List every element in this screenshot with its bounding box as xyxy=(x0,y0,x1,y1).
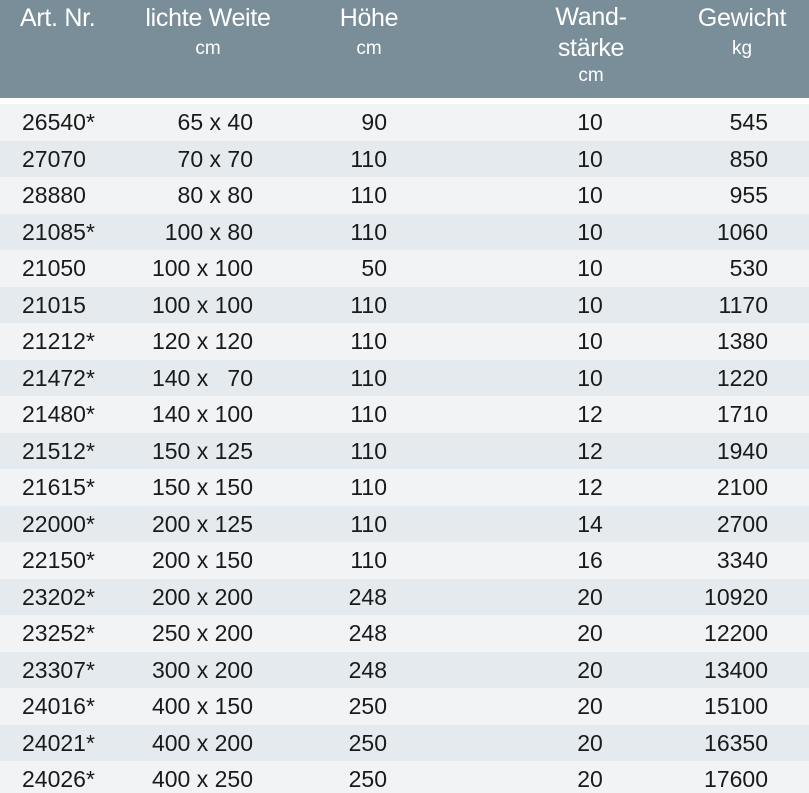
cell-lichte-weite: 400 x 250 xyxy=(151,766,253,792)
table-row xyxy=(0,469,809,506)
table-row xyxy=(0,177,809,214)
cell-hoehe: 110 xyxy=(350,182,387,208)
cell-wandstaerke: 10 xyxy=(577,364,603,391)
cell-hoehe: 110 xyxy=(350,437,387,464)
cell-gewicht: 1940 xyxy=(716,437,768,464)
header-wand-label-line1: Wand- xyxy=(555,3,627,31)
header-hoehe-unit: cm xyxy=(356,38,382,59)
cell-gewicht: 3340 xyxy=(716,547,768,573)
cell-gewicht: 2700 xyxy=(716,510,768,537)
table-row xyxy=(0,396,809,433)
table-row xyxy=(0,433,809,470)
cell-lichte-weite: 150 x 125 xyxy=(151,437,253,464)
cell-gewicht: 1170 xyxy=(718,291,768,318)
cell-art-nr: 21472* xyxy=(22,364,95,391)
cell-hoehe: 110 xyxy=(350,145,387,172)
cell-art-nr: 23252* xyxy=(22,620,95,646)
table-row xyxy=(0,688,809,725)
table-row xyxy=(0,761,809,793)
cell-wandstaerke: 14 xyxy=(577,510,603,537)
cell-wandstaerke: 20 xyxy=(577,693,603,719)
cell-gewicht: 10920 xyxy=(704,583,768,610)
cell-art-nr: 22150* xyxy=(22,547,95,573)
cell-gewicht: 1060 xyxy=(716,218,768,245)
cell-wandstaerke: 10 xyxy=(577,218,603,245)
cell-lichte-weite: 70 x 70 xyxy=(177,145,253,172)
cell-gewicht: 1220 xyxy=(716,364,768,391)
cell-lichte-weite: 200 x 200 xyxy=(151,583,253,610)
cell-art-nr: 21512* xyxy=(22,437,95,464)
column-header-gewicht xyxy=(690,0,794,61)
cell-art-nr: 27070 xyxy=(22,145,86,172)
cell-hoehe: 110 xyxy=(350,291,387,318)
table-row xyxy=(0,506,809,543)
cell-wandstaerke: 20 xyxy=(577,656,603,683)
cell-lichte-weite: 200 x 125 xyxy=(151,510,253,537)
cell-gewicht: 545 xyxy=(729,109,768,135)
column-header-wandstaerke xyxy=(548,0,634,88)
cell-wandstaerke: 10 xyxy=(577,291,603,318)
cell-lichte-weite: 400 x 150 xyxy=(151,693,253,719)
cell-art-nr: 21050 xyxy=(22,255,86,281)
table-row xyxy=(0,323,809,360)
table-row xyxy=(0,141,809,178)
table-row xyxy=(0,652,809,689)
table-row xyxy=(0,287,809,324)
column-header-art-nr xyxy=(20,0,110,35)
cell-hoehe: 248 xyxy=(348,656,387,683)
cell-lichte-weite: 100 x 80 xyxy=(164,218,253,245)
cell-wandstaerke: 10 xyxy=(577,182,603,208)
cell-wandstaerke: 20 xyxy=(577,583,603,610)
header-gewicht-unit: kg xyxy=(731,38,753,59)
cell-gewicht: 13400 xyxy=(704,656,768,683)
cell-art-nr: 22000* xyxy=(22,510,95,537)
cell-lichte-weite: 120 x 120 xyxy=(151,328,253,354)
cell-wandstaerke: 20 xyxy=(577,766,603,792)
header-weite-unit: cm xyxy=(195,38,221,59)
cell-gewicht: 15100 xyxy=(704,693,768,719)
cell-gewicht: 530 xyxy=(729,255,768,281)
table-row xyxy=(0,579,809,616)
cell-hoehe: 50 xyxy=(361,255,387,281)
cell-gewicht: 17600 xyxy=(704,766,768,792)
cell-art-nr: 21480* xyxy=(22,401,95,427)
cell-hoehe: 110 xyxy=(350,328,387,354)
cell-art-nr: 23202* xyxy=(22,583,95,610)
table-row xyxy=(0,104,809,141)
cell-hoehe: 248 xyxy=(348,583,387,610)
cell-wandstaerke: 10 xyxy=(577,145,603,172)
cell-hoehe: 110 xyxy=(350,401,387,427)
cell-gewicht: 16350 xyxy=(704,729,768,756)
cell-wandstaerke: 16 xyxy=(577,547,603,573)
cell-wandstaerke: 12 xyxy=(577,474,603,500)
table-body xyxy=(0,104,809,793)
cell-wandstaerke: 10 xyxy=(577,255,603,281)
cell-gewicht: 850 xyxy=(729,145,768,172)
header-wand-label-line2: stärke xyxy=(557,34,625,62)
cell-hoehe: 250 xyxy=(348,766,387,792)
cell-art-nr: 23307* xyxy=(22,656,95,683)
cell-wandstaerke: 12 xyxy=(577,401,603,427)
cell-wandstaerke: 12 xyxy=(577,437,603,464)
table-row xyxy=(0,360,809,397)
cell-art-nr: 21615* xyxy=(22,474,95,500)
cell-art-nr: 24021* xyxy=(22,729,95,756)
column-header-hoehe xyxy=(332,0,406,61)
cell-gewicht: 955 xyxy=(729,182,768,208)
cell-lichte-weite: 150 x 150 xyxy=(151,474,253,500)
cell-lichte-weite: 80 x 80 xyxy=(177,182,253,208)
header-hoehe-label: Höhe xyxy=(339,4,399,32)
cell-hoehe: 110 xyxy=(350,547,387,573)
cell-lichte-weite: 100 x 100 xyxy=(151,291,253,318)
cell-lichte-weite: 300 x 200 xyxy=(151,656,253,683)
cell-hoehe: 110 xyxy=(350,510,387,537)
table-header xyxy=(0,0,809,98)
cell-wandstaerke: 20 xyxy=(577,729,603,756)
header-weite-label: lichte Weite xyxy=(145,4,271,32)
cell-lichte-weite: 400 x 200 xyxy=(151,729,253,756)
cell-art-nr: 21015 xyxy=(22,291,86,318)
cell-hoehe: 248 xyxy=(348,620,387,646)
cell-wandstaerke: 20 xyxy=(577,620,603,646)
table-row xyxy=(0,725,809,762)
cell-art-nr: 21085* xyxy=(22,218,95,245)
cell-gewicht: 2100 xyxy=(716,474,768,500)
cell-lichte-weite: 65 x 40 xyxy=(177,109,253,135)
cell-art-nr: 24026* xyxy=(22,766,95,792)
cell-art-nr: 26540* xyxy=(22,109,95,135)
cell-art-nr: 28880 xyxy=(22,182,86,208)
cell-lichte-weite: 140 x 100 xyxy=(151,401,253,427)
table-row xyxy=(0,542,809,579)
cell-lichte-weite: 250 x 200 xyxy=(151,620,253,646)
cell-wandstaerke: 10 xyxy=(577,109,603,135)
header-art-nr-label: Art. Nr. xyxy=(20,4,96,32)
cell-lichte-weite: 140 x 70 xyxy=(151,364,253,391)
cell-gewicht: 1710 xyxy=(716,401,768,427)
cell-lichte-weite: 100 x 100 xyxy=(151,255,253,281)
cell-hoehe: 110 xyxy=(350,364,387,391)
cell-art-nr: 21212* xyxy=(22,328,95,354)
cell-hoehe: 110 xyxy=(350,218,387,245)
cell-gewicht: 12200 xyxy=(704,620,768,646)
cell-hoehe: 250 xyxy=(348,693,387,719)
cell-hoehe: 250 xyxy=(348,729,387,756)
cell-lichte-weite: 200 x 150 xyxy=(151,547,253,573)
table-row xyxy=(0,615,809,652)
header-gewicht-label: Gewicht xyxy=(697,4,787,32)
table-row xyxy=(0,250,809,287)
column-header-lichte-weite xyxy=(138,0,278,61)
cell-gewicht: 1380 xyxy=(716,328,768,354)
cell-hoehe: 110 xyxy=(350,474,387,500)
cell-wandstaerke: 10 xyxy=(577,328,603,354)
cell-art-nr: 24016* xyxy=(22,693,95,719)
cell-hoehe: 90 xyxy=(361,109,387,135)
header-wand-unit: cm xyxy=(578,65,604,86)
table-row xyxy=(0,214,809,251)
